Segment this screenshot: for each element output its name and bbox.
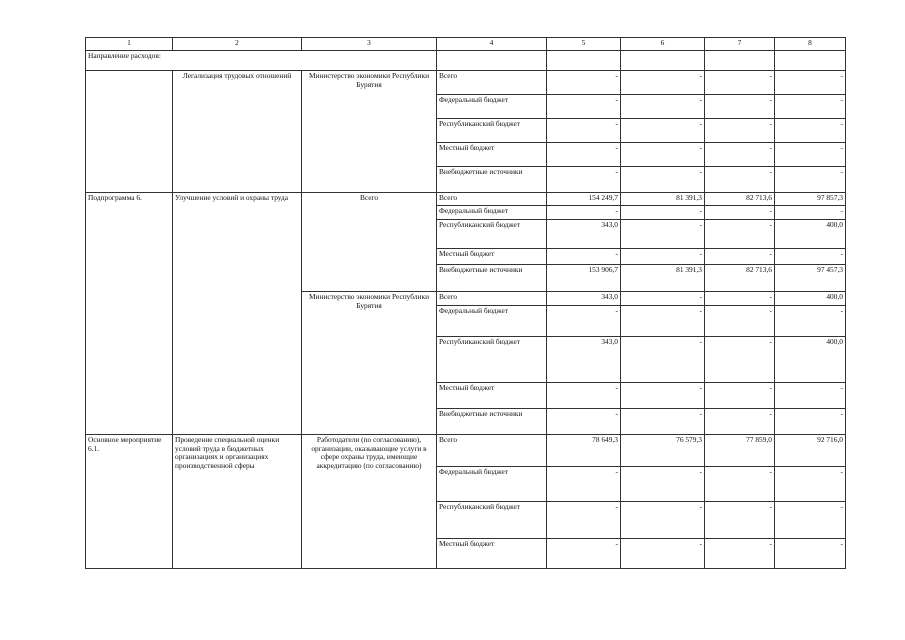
amount-cell: 154 249,7: [547, 193, 621, 206]
amount-cell: 343,0: [547, 337, 621, 383]
amount-cell: -: [621, 249, 705, 265]
amount-cell: -: [775, 119, 846, 143]
amount-cell: -: [621, 337, 705, 383]
amount-cell: -: [775, 539, 846, 569]
amount-cell: -: [547, 539, 621, 569]
amount-cell: -: [705, 337, 775, 383]
funding-source: Всего: [437, 193, 547, 206]
amount-cell: -: [775, 383, 846, 409]
amount-cell: -: [775, 467, 846, 502]
amount-cell: -: [547, 383, 621, 409]
amount-cell: -: [547, 206, 621, 220]
amount-cell: 81 391,3: [621, 193, 705, 206]
measure-cell: Улучшение условий и охраны труда: [173, 193, 302, 435]
funding-source: Местный бюджет: [437, 539, 547, 569]
executor-cell: Работодатели (по согласованию), организации, оказывающие услуги в сфере охраны труда, имеющие аккредитацию (по согласованию): [302, 435, 437, 569]
amount-cell: -: [775, 95, 846, 119]
amount-cell: 343,0: [547, 292, 621, 306]
column-number: 3: [302, 38, 437, 51]
empty-cell: [705, 51, 775, 71]
amount-cell: 400,0: [775, 220, 846, 249]
amount-cell: -: [621, 71, 705, 95]
funding-source: Местный бюджет: [437, 249, 547, 265]
amount-cell: -: [547, 95, 621, 119]
amount-cell: -: [705, 409, 775, 435]
amount-cell: -: [547, 409, 621, 435]
funding-source: Внебюджетные источники: [437, 167, 547, 193]
amount-cell: 77 859,0: [705, 435, 775, 467]
amount-cell: -: [547, 119, 621, 143]
table-row: [86, 435, 846, 467]
amount-cell: -: [621, 167, 705, 193]
amount-cell: -: [547, 143, 621, 167]
empty-cell: [775, 51, 846, 71]
amount-cell: -: [621, 95, 705, 119]
measure-cell: Проведение специальной оценки условий труда в бюджетных организациях и организациях производственной сферы: [173, 435, 302, 569]
amount-cell: 97 457,3: [775, 265, 846, 292]
table-body: [86, 38, 846, 569]
column-number: 1: [86, 38, 173, 51]
amount-cell: -: [705, 167, 775, 193]
amount-cell: -: [547, 306, 621, 337]
amount-cell: -: [621, 292, 705, 306]
column-number: 2: [173, 38, 302, 51]
empty-cell: [437, 51, 547, 71]
amount-cell: 153 906,7: [547, 265, 621, 292]
program-cell: Подпрограмма 6.: [86, 193, 173, 435]
amount-cell: -: [621, 119, 705, 143]
amount-cell: -: [705, 467, 775, 502]
funding-source: Всего: [437, 71, 547, 95]
table-row: [86, 193, 846, 206]
amount-cell: -: [705, 249, 775, 265]
empty-cell: [547, 51, 621, 71]
amount-cell: -: [621, 467, 705, 502]
amount-cell: -: [705, 306, 775, 337]
funding-source: Республиканский бюджет: [437, 220, 547, 249]
empty-cell: [621, 51, 705, 71]
budget-table: [85, 37, 846, 569]
funding-source: Федеральный бюджет: [437, 206, 547, 220]
amount-cell: -: [705, 119, 775, 143]
amount-cell: -: [705, 220, 775, 249]
amount-cell: -: [775, 167, 846, 193]
executor-cell: Министерство экономики Республики Бурятия: [302, 292, 437, 435]
amount-cell: -: [705, 95, 775, 119]
amount-cell: -: [775, 71, 846, 95]
amount-cell: -: [705, 502, 775, 539]
funding-source: Федеральный бюджет: [437, 306, 547, 337]
amount-cell: 97 857,3: [775, 193, 846, 206]
amount-cell: -: [621, 409, 705, 435]
amount-cell: -: [621, 206, 705, 220]
funding-source: Внебюджетные источники: [437, 265, 547, 292]
funding-source: Всего: [437, 435, 547, 467]
amount-cell: -: [547, 71, 621, 95]
amount-cell: 82 713,6: [705, 265, 775, 292]
funding-source: Федеральный бюджет: [437, 467, 547, 502]
amount-cell: 400,0: [775, 337, 846, 383]
column-number: 7: [705, 38, 775, 51]
amount-cell: -: [547, 467, 621, 502]
amount-cell: -: [621, 220, 705, 249]
funding-source: Республиканский бюджет: [437, 337, 547, 383]
amount-cell: -: [705, 71, 775, 95]
amount-cell: 76 579,3: [621, 435, 705, 467]
funding-source: Местный бюджет: [437, 143, 547, 167]
amount-cell: -: [621, 383, 705, 409]
direction-label: Направление расходов:: [86, 51, 437, 71]
amount-cell: -: [547, 502, 621, 539]
executor-cell: Всего: [302, 193, 437, 292]
amount-cell: -: [621, 143, 705, 167]
amount-cell: -: [775, 502, 846, 539]
amount-cell: 81 391,3: [621, 265, 705, 292]
column-number: 8: [775, 38, 846, 51]
amount-cell: -: [705, 292, 775, 306]
amount-cell: -: [621, 306, 705, 337]
program-cell: Основное мероприятие 6.1.: [86, 435, 173, 569]
funding-source: Республиканский бюджет: [437, 502, 547, 539]
amount-cell: -: [705, 383, 775, 409]
executor-cell: Министерство экономики Республики Бурятия: [302, 71, 437, 193]
table-row: [86, 71, 846, 95]
measure-cell: Легализация трудовых отношений: [173, 71, 302, 193]
funding-source: Республиканский бюджет: [437, 119, 547, 143]
program-cell: [86, 71, 173, 193]
funding-source: Федеральный бюджет: [437, 95, 547, 119]
amount-cell: -: [547, 249, 621, 265]
column-number: 6: [621, 38, 705, 51]
amount-cell: -: [547, 167, 621, 193]
direction-row: [86, 51, 846, 71]
funding-source: Местный бюджет: [437, 383, 547, 409]
funding-source: Внебюджетные источники: [437, 409, 547, 435]
column-number-row: [86, 38, 846, 51]
amount-cell: -: [621, 539, 705, 569]
amount-cell: -: [705, 206, 775, 220]
column-number: 4: [437, 38, 547, 51]
column-number: 5: [547, 38, 621, 51]
amount-cell: -: [775, 143, 846, 167]
amount-cell: -: [775, 206, 846, 220]
amount-cell: -: [775, 306, 846, 337]
funding-source: Всего: [437, 292, 547, 306]
amount-cell: -: [775, 249, 846, 265]
amount-cell: 82 713,6: [705, 193, 775, 206]
amount-cell: -: [705, 143, 775, 167]
amount-cell: -: [705, 539, 775, 569]
amount-cell: 343,0: [547, 220, 621, 249]
amount-cell: 78 649,3: [547, 435, 621, 467]
amount-cell: -: [775, 409, 846, 435]
amount-cell: 92 716,0: [775, 435, 846, 467]
amount-cell: 400,0: [775, 292, 846, 306]
amount-cell: -: [621, 502, 705, 539]
